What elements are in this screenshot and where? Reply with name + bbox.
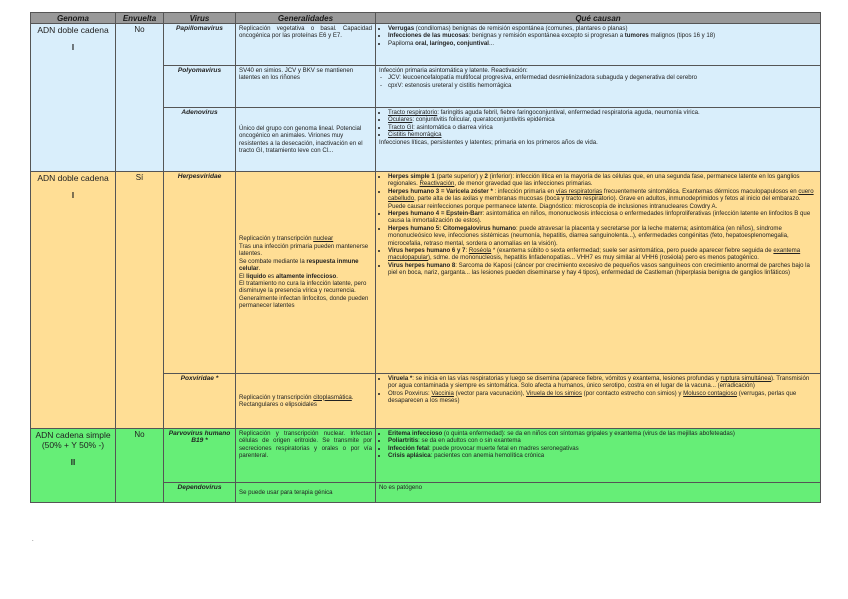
causas-cell	[376, 374, 821, 429]
list-item: • Poliartritis: se da en adultos con o sin exantema	[388, 437, 817, 444]
virus-name: Papillomavirus	[164, 24, 236, 66]
genoma-label: ADN doble cadena	[37, 173, 109, 183]
virus-name: Adenovirus	[164, 108, 236, 172]
causas-intro: Infección primaria asintomática y latente. Reactivación:	[379, 67, 528, 74]
virus-name: Polyomavirus	[164, 66, 236, 108]
generalidades-cell: Se puede usar para terapia génica	[236, 483, 376, 503]
causas-cell	[376, 108, 821, 172]
genoma-class: II	[70, 458, 76, 467]
row-parvovirus	[31, 429, 821, 483]
list-item: • Tracto GI: asintomática o diarrea vírica	[388, 124, 817, 131]
list-item: - JCV: leucoencefalopatía multifocal progresiva, enfermedad desmielinizadora subaguda y degenerativa del cerebro	[388, 74, 817, 81]
envuelta-cell-2: Sí	[116, 172, 164, 429]
generalidades-cell: Replicación y transcripción nuclear Tras una infección primaria pueden mantenerse latentes. Se combate mediante la respuesta inmune celular. El liquido es altamente infeccioso. El tratamiento no cura la infección latente, pero disminuye la presencia vírica y recurrencia. Generalmente infectan linfocitos, donde pueden permanecer latentes	[236, 172, 376, 374]
list-item: • Infección fetal: puede provocar muerte fetal en madres seronegativas	[388, 445, 817, 452]
list-item: - cpxV: estenosis ureteral y cistitis hemorrágica	[388, 82, 817, 89]
list-item: • Oculares: conjuntivitis folicular, queratoconjuntivitis epidémica	[388, 116, 817, 123]
causas-footer: Infecciones líticas, persistentes y latentes; primaria en los primeros años de vida.	[379, 138, 598, 146]
list-item: • Herpes humano 5: Citomegalovirus humano: puede atravesar la placenta y secretarse por la leche materna; asintomática (en niños), síndrome mononucleósico leve, infecciones sistémicas (neumonía, hepatitis, diarrea sanguinolenta...), enfermedades congénitas (feto, hepatoesplenomegalia, microcefalia, retraso mental, sordera o anomalías en la visión).	[388, 225, 817, 247]
row-herpesviridae	[31, 172, 821, 374]
list-item: • Verrugas (condilomas) benignas de remisión espontánea (comunes, plantares o planas)	[388, 25, 817, 32]
generalidades-cell: SV40 en simios. JCV y BKV se mantienen latentes en los riñones	[236, 66, 376, 108]
genoma-cell-2	[31, 172, 116, 429]
list-item: • Eritema infeccioso (o quinta enfermedad): se da en niños con síntomas gripales y exantema (virus de las mejillas abofeteadas)	[388, 430, 817, 437]
header-genoma: Genoma	[31, 13, 116, 24]
list-item: • Tracto respiratorio: faringitis aguda febril, fiebre faringoconjuntival, enfermedad respiratoria aguda, neumonía vírica.	[388, 109, 817, 116]
list-item: • Crisis aplásica: pacientes con anemia hemolítica crónica	[388, 452, 817, 459]
header-virus: Virus	[164, 13, 236, 24]
virus-name: Dependovirus	[164, 483, 236, 503]
list-item: • Viruela *: se inicia en las vías respiratorias y luego se disemina (aparece fiebre, vómitos y exantema, lesiones profundas y ruptura simultánea). Transmisión por agua contaminada y siempre es sintomática. Solo afecta a humanos, único serotipo, costra en el lugar de la vacuna... (erradicación)	[388, 375, 817, 390]
generalidades-cell: Replicación y transcripción citoplasmática. Rectangulares o elipsoidales	[236, 374, 376, 429]
causas-cell	[376, 66, 821, 108]
footnote-mark: .	[32, 537, 34, 543]
virus-name: Herpesviridae	[164, 172, 236, 374]
genoma-cell-3	[31, 429, 116, 503]
genoma-class: I	[71, 43, 75, 52]
list-item: • Virus herpes humano 8: Sarcoma de Kaposi (cáncer por crecimiento excesivo de pequeños vasos sanguíneos con crecimiento anormal de parches bajo la piel en boca, nariz, garganta... las lesiones pueden diseminarse y hay 4 tipos), enfermedad de Castleman (hiperplasia benigna de ganglios linfáticos)	[388, 262, 817, 277]
header-que-causan: Qué causan	[376, 13, 821, 24]
causas-cell	[376, 24, 821, 66]
list-item: • Papiloma oral, laríngeo, conjuntival...	[388, 40, 817, 47]
causas-cell	[376, 429, 821, 483]
envuelta-cell-1: No	[116, 24, 164, 172]
generalidades-cell: Replicación y transcripción nuclear. Infectan células de origen eritroide. Se transmite por secreciones respiratorias y orales o por vía parenteral.	[236, 429, 376, 483]
list-item: • Cistitis hemorrágica	[388, 131, 817, 138]
genoma-cell-1	[31, 24, 116, 172]
causas-cell	[376, 172, 821, 374]
virus-name: Poxviridae *	[164, 374, 236, 429]
list-item: • Herpes simple 1 (parte superior) y 2 (inferior): infección lítica en la mayoría de las células que, en una segunda fase, permanece latente en los ganglios regionales. Reactivación, de menor gravedad que las infecciones primarias.	[388, 173, 817, 188]
row-papillomavirus	[31, 24, 821, 66]
genoma-class: I	[71, 191, 75, 200]
envuelta-cell-3: No	[116, 429, 164, 503]
generalidades-cell: Replicación vegetativa o basal. Capacidad oncogénica por las proteínas E6 y E7.	[236, 24, 376, 66]
header-row	[31, 13, 821, 24]
causas-cell: No es patógeno	[376, 483, 821, 503]
genoma-label: ADN cadena simple (50% + Y 50% -)	[35, 430, 111, 450]
list-item: • Herpes humano 3 = Varicela zóster * : infección primaria en vías respiratorias frecuentemente sintomática. Exantemas dérmicos maculopapulosos en cuero cabelludo, parte alta de las axilas y membranas mucosas (boca y tracto respiratorio). Grave en adultos, inmunodeprimidos y fetos al inicio del embarazo. Puede causar reinfecciones porque permanece latente. Diagnóstico: microscopía de inclusiones intranucleares Cowdry A.	[388, 188, 817, 210]
list-item: • Herpes humano 4 = Epstein-Barr: asintomática en niños, mononucleosis infecciosa o enfermedades linfoproliferativas (infección latente en linfocitos B que causa la inmortalización de estos).	[388, 210, 817, 225]
generalidades-cell: Único del grupo con genoma lineal. Potencial oncogénico en animales. Viriones muy resistentes a la desecación, inactivación en el tracto GI, tratamiento leve con Cl...	[236, 108, 376, 172]
list-item: • Otros Poxvirus: Vaccinia (vector para vacunación), Viruela de los simios (por contacto estrecho con simios) y Molusco contagioso (verrugas, perlas que desaparecen a los meses)	[388, 390, 817, 405]
list-item: • Virus herpes humano 6 y 7: Roséola * (exantema súbito o sexta enfermedad; suele ser asintomática, pero puede aparecer fiebre seguida de exantema maculopapular), sdme. de mononucleosis, hepatitis linfadenopatías... VHH7 es muy similar al VHH6 (roséola) pero es menos patogénico.	[388, 247, 817, 262]
virus-name: Parvovirus humano B19 *	[164, 429, 236, 483]
genoma-label: ADN doble cadena	[37, 25, 109, 35]
header-generalidades: Generalidades	[236, 13, 376, 24]
virus-table	[30, 12, 821, 503]
header-envuelta: Envuelta	[116, 13, 164, 24]
list-item: • Infecciones de las mucosas: benignas y remisión espontánea excepto si progresan a tumores malignos (tipos 16 y 18)	[388, 32, 817, 39]
